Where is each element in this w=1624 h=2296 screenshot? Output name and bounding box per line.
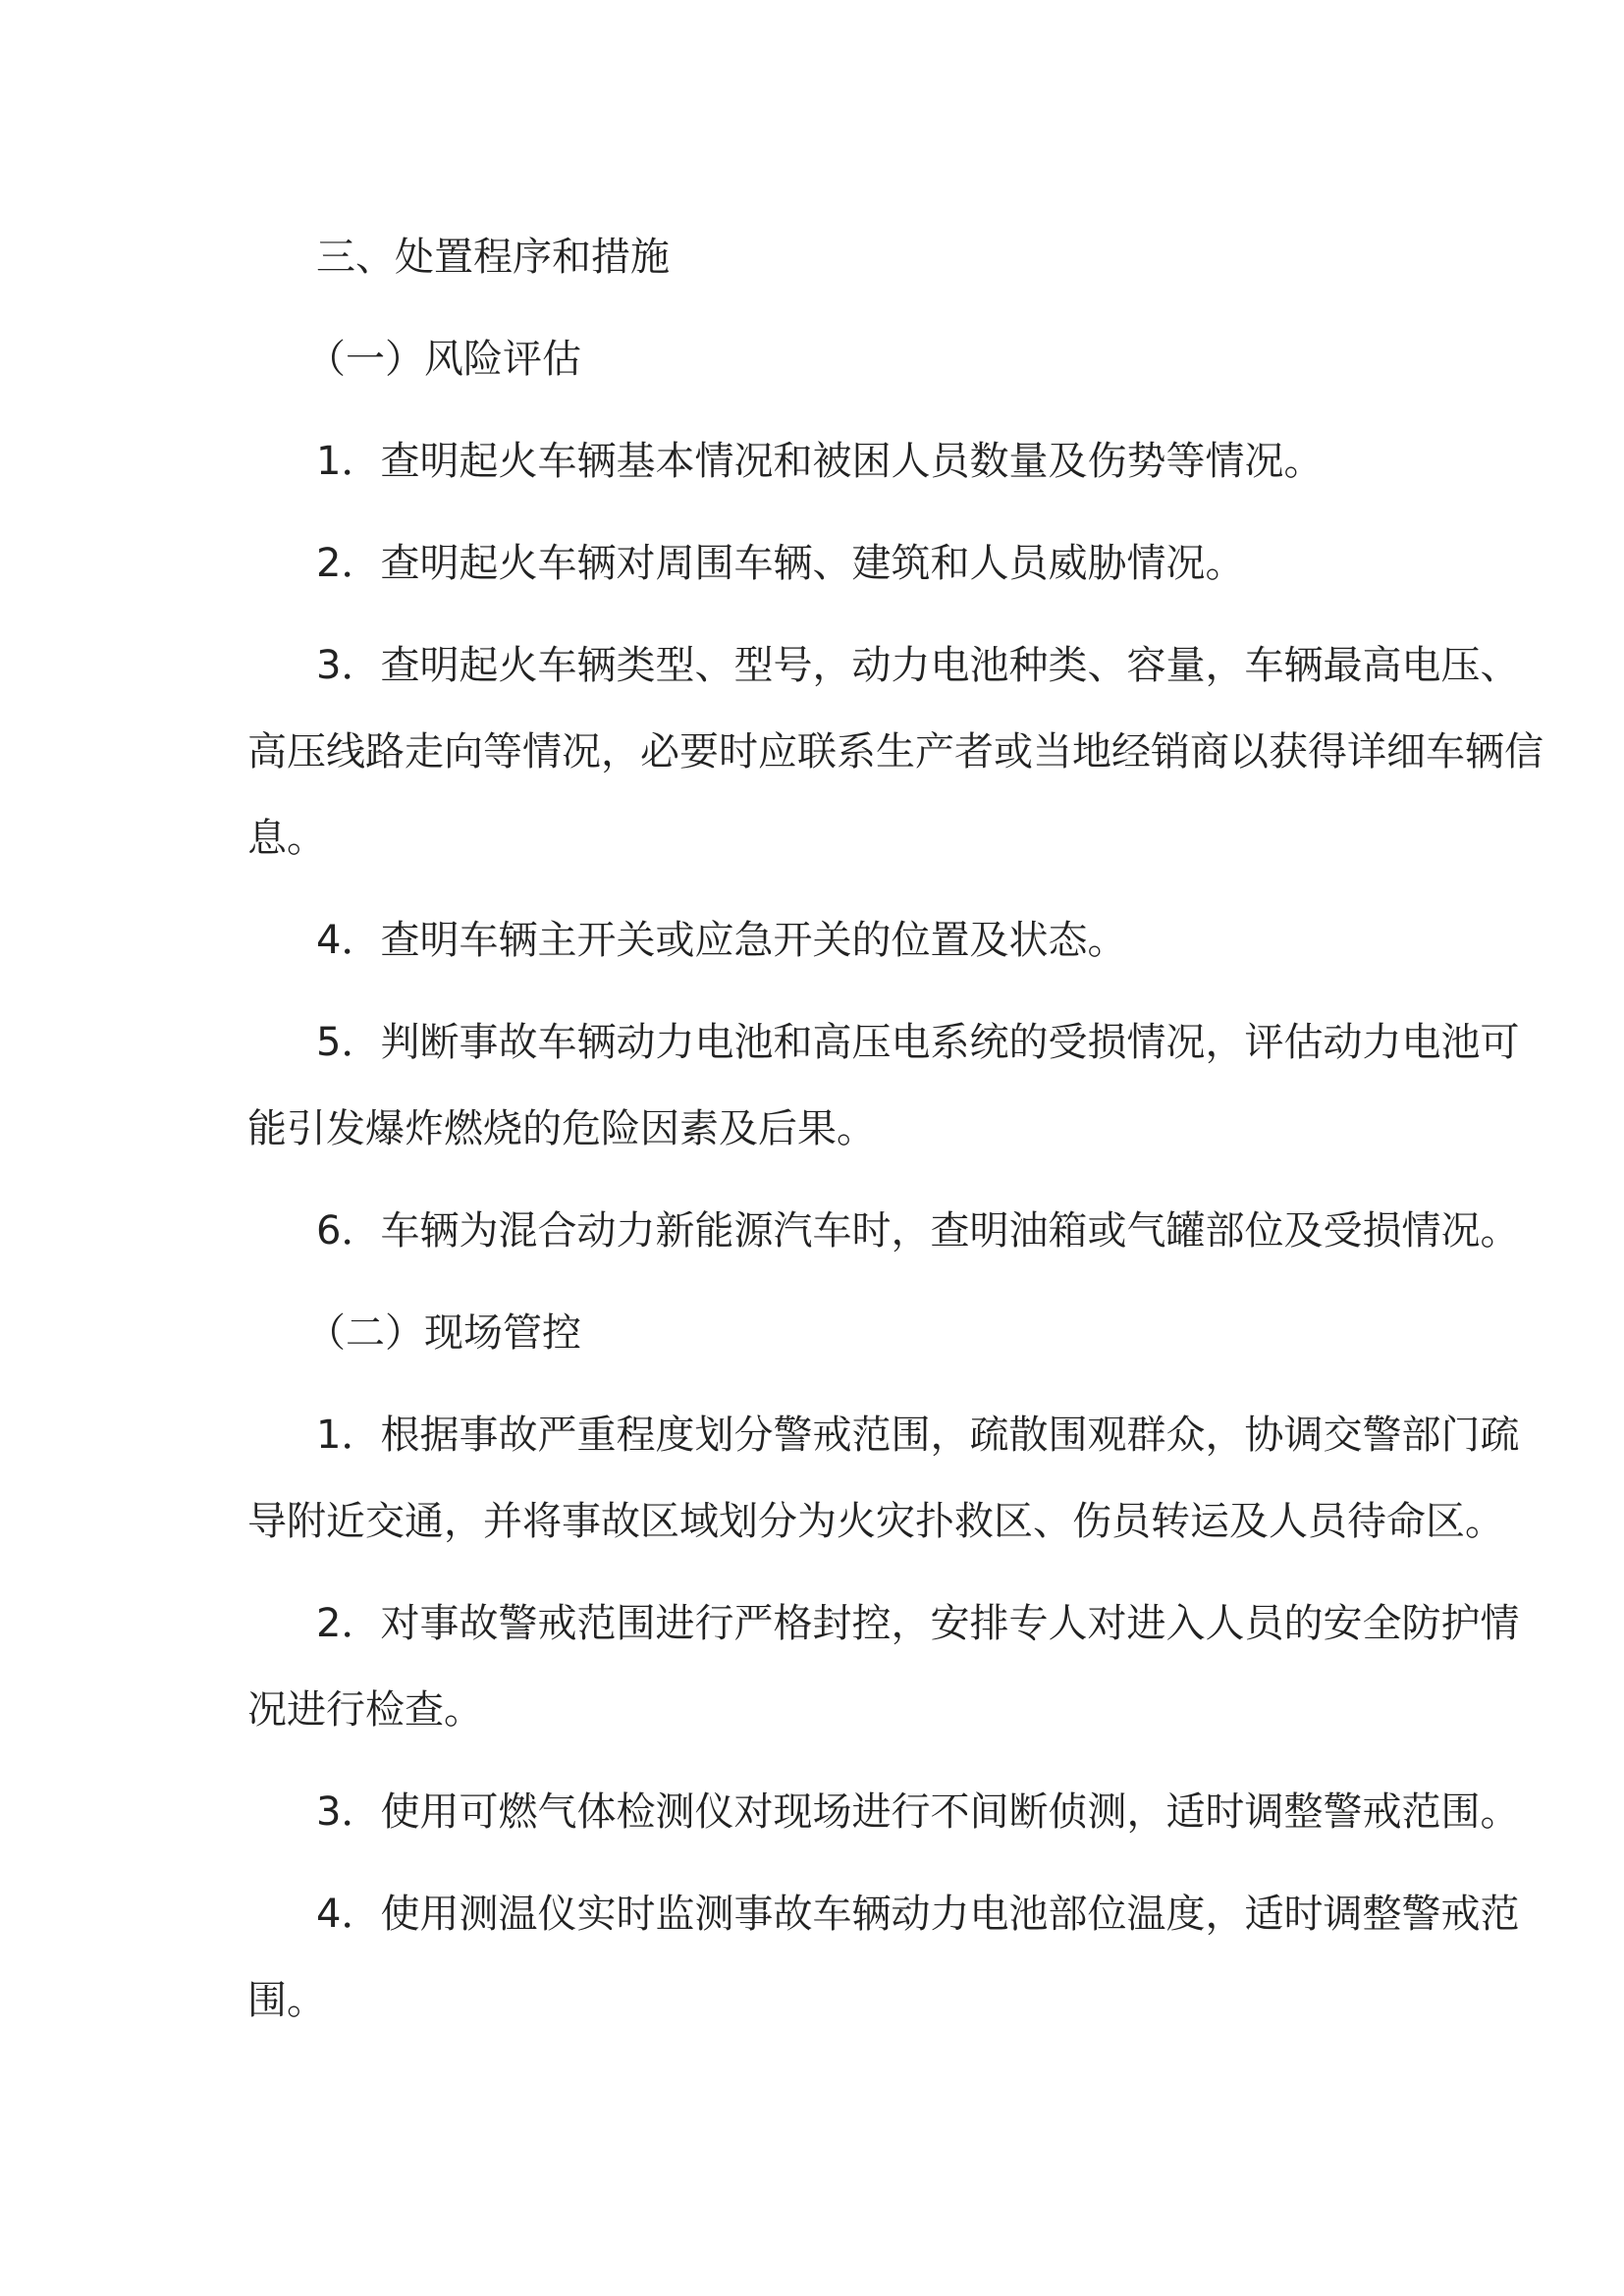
- text-line: 况进行检查。: [247, 1687, 483, 1733]
- subsection-heading: [247, 1290, 1386, 1376]
- text-line: 能引发爆炸燃烧的危险因素及后果。: [247, 1106, 876, 1151]
- text-line: 3．查明起火车辆类型、型号，动力电池种类、容量，车辆最高电压、: [316, 643, 1520, 688]
- subsection-heading: [247, 316, 1386, 402]
- text-line: 围。: [247, 1978, 326, 2023]
- text-line: 1．根据事故严重程度划分警戒范围，疏散围观群众，协调交警部门疏: [316, 1413, 1520, 1458]
- text-line: 三、处置程序和措施: [316, 235, 670, 280]
- text-line: 5．判断事故车辆动力电池和高压电系统的受损情况，评估动力电池可: [316, 1020, 1520, 1065]
- paragraph: [247, 1769, 1520, 1855]
- text-line: 4．使用测温仪实时监测事故车辆动力电池部位温度，适时调整警戒范: [316, 1892, 1520, 1937]
- text-line: 2．查明起火车辆对周围车辆、建筑和人员威胁情况。: [316, 541, 1245, 586]
- text-line: 息。: [247, 816, 326, 861]
- paragraph: [247, 520, 1386, 607]
- text-line: （二）现场管控: [306, 1310, 581, 1356]
- text-line: 1．查明起火车辆基本情况和被困人员数量及伤势等情况。: [316, 439, 1324, 484]
- paragraph: [247, 1580, 1520, 1753]
- section-heading: [247, 214, 1386, 300]
- paragraph: [247, 1871, 1520, 2044]
- document-page: [247, 214, 1543, 2059]
- text-line: 6．车辆为混合动力新能源汽车时，查明油箱或气罐部位及受损情况。: [316, 1208, 1520, 1254]
- text-line: 4．查明车辆主开关或应急开关的位置及状态。: [316, 918, 1127, 963]
- paragraph: [247, 1392, 1520, 1565]
- paragraph: [247, 897, 1386, 984]
- paragraph: [247, 622, 1543, 881]
- text-line: 导附近交通，并将事故区域划分为火灾扑救区、伤员转运及人员待命区。: [247, 1499, 1504, 1544]
- text-line: 3．使用可燃气体检测仪对现场进行不间断侦测，适时调整警戒范围。: [316, 1789, 1520, 1835]
- text-line: （一）风险评估: [306, 337, 581, 382]
- paragraph: [247, 999, 1520, 1172]
- paragraph: [247, 418, 1386, 505]
- paragraph: [247, 1188, 1520, 1274]
- text-line: 高压线路走向等情况，必要时应联系生产者或当地经销商以获得详细车辆信: [247, 729, 1543, 774]
- text-line: 2．对事故警戒范围进行严格封控，安排专人对进入人员的安全防护情: [316, 1601, 1520, 1646]
